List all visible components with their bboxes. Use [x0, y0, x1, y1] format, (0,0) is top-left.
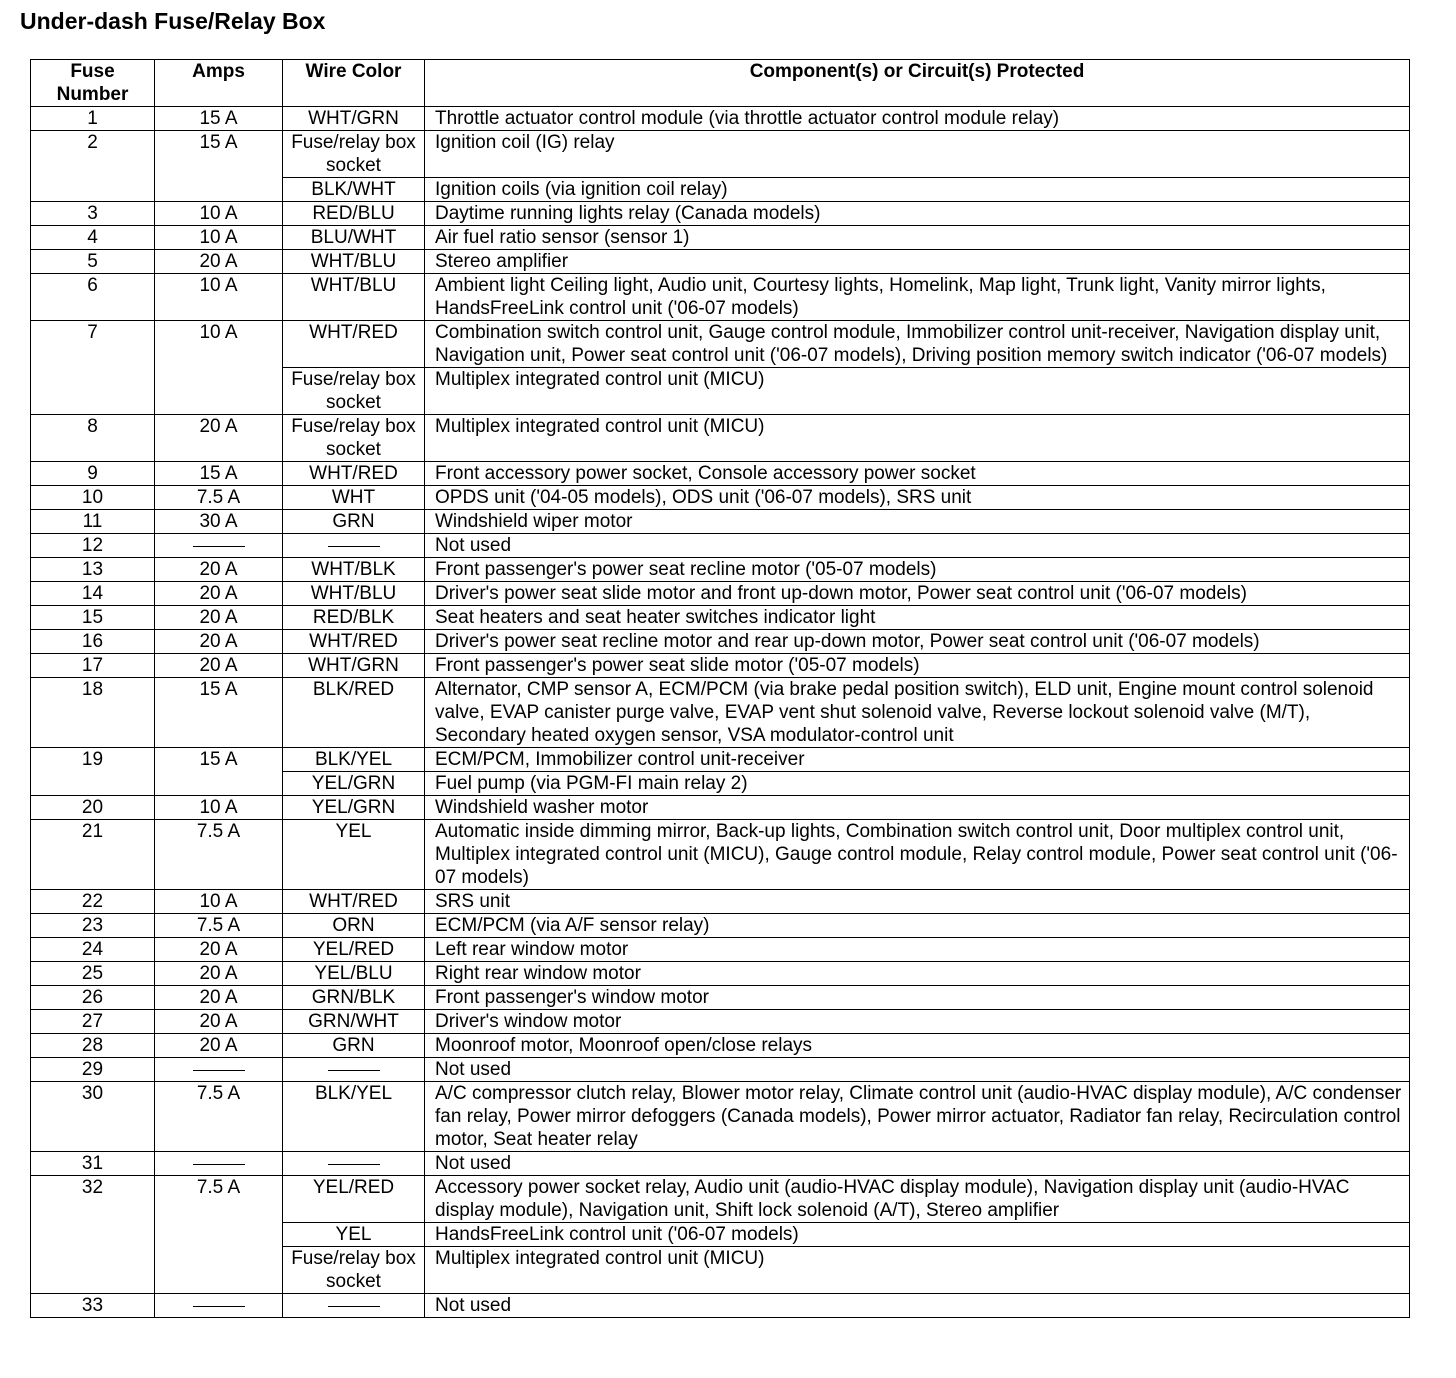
- fuse-number-cell: 6: [31, 274, 155, 321]
- amps-cell: 7.5 A: [155, 1082, 283, 1152]
- amps-cell: 20 A: [155, 558, 283, 582]
- wire-color-cell: [283, 534, 425, 558]
- fuse-number-cell: 8: [31, 415, 155, 462]
- component-cell: Front passenger's power seat slide motor ('05-07 models): [425, 654, 1410, 678]
- amps-cell: 10 A: [155, 274, 283, 321]
- amps-cell: 15 A: [155, 107, 283, 131]
- amps-cell: 15 A: [155, 748, 283, 796]
- fuse-table: [30, 59, 1410, 1318]
- fuse-number-cell: 10: [31, 486, 155, 510]
- fuse-number-cell: 12: [31, 534, 155, 558]
- wire-color-cell: GRN: [283, 1034, 425, 1058]
- wire-color-cell: WHT/BLU: [283, 582, 425, 606]
- component-cell: Automatic inside dimming mirror, Back-up lights, Combination switch control unit, Door multiplex control unit, Multiplex integrated control unit (MICU), Gauge control module, Relay control module, Power seat control unit ('06-07 models): [425, 820, 1410, 890]
- amps-cell: 20 A: [155, 938, 283, 962]
- table-row: [31, 654, 1410, 678]
- table-row: [31, 1082, 1410, 1152]
- component-cell: Moonroof motor, Moonroof open/close relays: [425, 1034, 1410, 1058]
- empty-dash: [328, 546, 380, 547]
- table-row: [31, 914, 1410, 938]
- table-row: [31, 796, 1410, 820]
- wire-color-cell: WHT/BLU: [283, 274, 425, 321]
- amps-cell: 7.5 A: [155, 820, 283, 890]
- table-row: [31, 321, 1410, 368]
- fuse-number-cell: 17: [31, 654, 155, 678]
- fuse-number-cell: 29: [31, 1058, 155, 1082]
- fuse-number-cell: 11: [31, 510, 155, 534]
- fuse-number-cell: 20: [31, 796, 155, 820]
- component-cell: Fuel pump (via PGM-FI main relay 2): [425, 772, 1410, 796]
- amps-cell: [155, 1058, 283, 1082]
- component-cell: Multiplex integrated control unit (MICU): [425, 415, 1410, 462]
- table-row: [31, 226, 1410, 250]
- fuse-number-cell: 15: [31, 606, 155, 630]
- empty-dash: [193, 1164, 245, 1165]
- component-cell: Air fuel ratio sensor (sensor 1): [425, 226, 1410, 250]
- table-row: [31, 962, 1410, 986]
- table-row: [31, 606, 1410, 630]
- amps-cell: 15 A: [155, 131, 283, 202]
- empty-dash: [193, 1306, 245, 1307]
- empty-dash: [193, 546, 245, 547]
- wire-color-cell: YEL/RED: [283, 938, 425, 962]
- fuse-number-cell: 26: [31, 986, 155, 1010]
- table-row: [31, 1152, 1410, 1176]
- table-row: [31, 250, 1410, 274]
- fuse-number-cell: 22: [31, 890, 155, 914]
- component-cell: Not used: [425, 1294, 1410, 1318]
- amps-cell: 7.5 A: [155, 914, 283, 938]
- wire-color-cell: YEL/RED: [283, 1176, 425, 1223]
- table-row: [31, 107, 1410, 131]
- wire-color-cell: WHT: [283, 486, 425, 510]
- wire-color-cell: WHT/RED: [283, 890, 425, 914]
- amps-cell: 20 A: [155, 415, 283, 462]
- component-cell: Throttle actuator control module (via throttle actuator control module relay): [425, 107, 1410, 131]
- amps-cell: 20 A: [155, 606, 283, 630]
- wire-color-cell: RED/BLU: [283, 202, 425, 226]
- fuse-number-cell: 19: [31, 748, 155, 796]
- wire-color-cell: YEL/GRN: [283, 796, 425, 820]
- amps-cell: 10 A: [155, 890, 283, 914]
- component-cell: Accessory power socket relay, Audio unit (audio-HVAC display module), Navigation display unit (audio-HVAC display module), Navigation unit, Shift lock solenoid (A/T), Stereo amplifier: [425, 1176, 1410, 1223]
- amps-cell: 10 A: [155, 226, 283, 250]
- component-cell: Ignition coil (IG) relay: [425, 131, 1410, 178]
- amps-cell: 20 A: [155, 654, 283, 678]
- component-cell: Windshield washer motor: [425, 796, 1410, 820]
- component-cell: Stereo amplifier: [425, 250, 1410, 274]
- wire-color-cell: YEL: [283, 820, 425, 890]
- amps-cell: 10 A: [155, 202, 283, 226]
- table-row: [31, 820, 1410, 890]
- component-cell: Multiplex integrated control unit (MICU): [425, 368, 1410, 415]
- fuse-number-cell: 9: [31, 462, 155, 486]
- fuse-number-cell: 28: [31, 1034, 155, 1058]
- fuse-number-cell: 23: [31, 914, 155, 938]
- table-row: [31, 1010, 1410, 1034]
- wire-color-cell: WHT/BLU: [283, 250, 425, 274]
- component-cell: HandsFreeLink control unit ('06-07 models): [425, 1223, 1410, 1247]
- table-row: [31, 1294, 1410, 1318]
- fuse-number-cell: 16: [31, 630, 155, 654]
- fuse-number-cell: 13: [31, 558, 155, 582]
- fuse-number-cell: 31: [31, 1152, 155, 1176]
- table-row: [31, 1176, 1410, 1223]
- component-cell: Multiplex integrated control unit (MICU): [425, 1247, 1410, 1294]
- amps-cell: 10 A: [155, 796, 283, 820]
- amps-cell: [155, 1294, 283, 1318]
- component-cell: Not used: [425, 534, 1410, 558]
- page-title: Under-dash Fuse/Relay Box: [20, 8, 326, 34]
- amps-cell: 20 A: [155, 630, 283, 654]
- table-row: [31, 938, 1410, 962]
- amps-cell: 15 A: [155, 678, 283, 748]
- table-row: [31, 274, 1410, 321]
- table-row: [31, 486, 1410, 510]
- fuse-number-cell: 5: [31, 250, 155, 274]
- fuse-number-cell: 7: [31, 321, 155, 415]
- fuse-number-cell: 18: [31, 678, 155, 748]
- table-row: [31, 678, 1410, 748]
- amps-cell: 15 A: [155, 462, 283, 486]
- wire-color-cell: ORN: [283, 914, 425, 938]
- component-cell: OPDS unit ('04-05 models), ODS unit ('06-07 models), SRS unit: [425, 486, 1410, 510]
- component-cell: Driver's power seat recline motor and rear up-down motor, Power seat control unit ('06-07 models): [425, 630, 1410, 654]
- wire-color-cell: YEL: [283, 1223, 425, 1247]
- amps-cell: 7.5 A: [155, 486, 283, 510]
- table-row: [31, 1034, 1410, 1058]
- component-cell: Windshield wiper motor: [425, 510, 1410, 534]
- wire-color-cell: GRN: [283, 510, 425, 534]
- component-cell: Front accessory power socket, Console accessory power socket: [425, 462, 1410, 486]
- table-row: [31, 462, 1410, 486]
- component-cell: Seat heaters and seat heater switches indicator light: [425, 606, 1410, 630]
- component-cell: A/C compressor clutch relay, Blower motor relay, Climate control unit (audio-HVAC display module), A/C condenser fan relay, Power mirror defoggers (Canada models), Power mirror actuator, Radiator fan relay, Recirculation control motor, Seat heater relay: [425, 1082, 1410, 1152]
- component-cell: Alternator, CMP sensor A, ECM/PCM (via brake pedal position switch), ELD unit, Engine mount control solenoid valve, EVAP canister purge valve, EVAP vent shut solenoid valve, Reverse lockout solenoid valve (M/T), Secondary heated oxygen sensor, VSA modulator-control unit: [425, 678, 1410, 748]
- component-cell: Front passenger's window motor: [425, 986, 1410, 1010]
- amps-cell: 20 A: [155, 250, 283, 274]
- table-row: [31, 415, 1410, 462]
- fuse-table-body: [31, 107, 1410, 1318]
- wire-color-cell: GRN/WHT: [283, 1010, 425, 1034]
- header-fuse-number: Fuse Number: [31, 60, 155, 107]
- empty-dash: [328, 1070, 380, 1071]
- wire-color-cell: WHT/RED: [283, 321, 425, 368]
- wire-color-cell: BLK/RED: [283, 678, 425, 748]
- component-cell: Not used: [425, 1058, 1410, 1082]
- wire-color-cell: GRN/BLK: [283, 986, 425, 1010]
- wire-color-cell: BLK/YEL: [283, 1082, 425, 1152]
- wire-color-cell: Fuse/relay box socket: [283, 1247, 425, 1294]
- component-cell: Combination switch control unit, Gauge control module, Immobilizer control unit-receiver, Navigation display unit, Navigation unit, Power seat control unit ('06-07 models), Driving position memory switch indicator ('06-07 models): [425, 321, 1410, 368]
- table-row: [31, 131, 1410, 178]
- header-component: Component(s) or Circuit(s) Protected: [425, 60, 1410, 107]
- amps-cell: 7.5 A: [155, 1176, 283, 1294]
- table-row: [31, 1058, 1410, 1082]
- amps-cell: 20 A: [155, 962, 283, 986]
- wire-color-cell: YEL/BLU: [283, 962, 425, 986]
- component-cell: Ambient light Ceiling light, Audio unit, Courtesy lights, Homelink, Map light, Trunk light, Vanity mirror lights, HandsFreeLink control unit ('06-07 models): [425, 274, 1410, 321]
- table-row: [31, 582, 1410, 606]
- empty-dash: [328, 1306, 380, 1307]
- amps-cell: 20 A: [155, 582, 283, 606]
- component-cell: SRS unit: [425, 890, 1410, 914]
- table-row: [31, 890, 1410, 914]
- component-cell: ECM/PCM, Immobilizer control unit-receiver: [425, 748, 1410, 772]
- fuse-number-cell: 21: [31, 820, 155, 890]
- wire-color-cell: RED/BLK: [283, 606, 425, 630]
- wire-color-cell: BLK/YEL: [283, 748, 425, 772]
- wire-color-cell: WHT/GRN: [283, 107, 425, 131]
- table-row: [31, 534, 1410, 558]
- amps-cell: 20 A: [155, 1034, 283, 1058]
- component-cell: Right rear window motor: [425, 962, 1410, 986]
- component-cell: Front passenger's power seat recline motor ('05-07 models): [425, 558, 1410, 582]
- table-row: [31, 558, 1410, 582]
- wire-color-cell: Fuse/relay box socket: [283, 131, 425, 178]
- fuse-number-cell: 24: [31, 938, 155, 962]
- component-cell: Driver's window motor: [425, 1010, 1410, 1034]
- fuse-number-cell: 14: [31, 582, 155, 606]
- table-row: [31, 630, 1410, 654]
- empty-dash: [193, 1070, 245, 1071]
- amps-cell: [155, 1152, 283, 1176]
- component-cell: Not used: [425, 1152, 1410, 1176]
- fuse-number-cell: 33: [31, 1294, 155, 1318]
- wire-color-cell: [283, 1152, 425, 1176]
- table-row: [31, 510, 1410, 534]
- header-amps: Amps: [155, 60, 283, 107]
- fuse-number-cell: 32: [31, 1176, 155, 1294]
- amps-cell: 30 A: [155, 510, 283, 534]
- wire-color-cell: WHT/BLK: [283, 558, 425, 582]
- amps-cell: 20 A: [155, 1010, 283, 1034]
- amps-cell: 10 A: [155, 321, 283, 415]
- component-cell: Left rear window motor: [425, 938, 1410, 962]
- header-wire-color: Wire Color: [283, 60, 425, 107]
- amps-cell: 20 A: [155, 986, 283, 1010]
- table-header-row: [31, 60, 1410, 107]
- table-row: [31, 748, 1410, 772]
- wire-color-cell: Fuse/relay box socket: [283, 415, 425, 462]
- wire-color-cell: BLK/WHT: [283, 178, 425, 202]
- wire-color-cell: [283, 1058, 425, 1082]
- component-cell: Daytime running lights relay (Canada models): [425, 202, 1410, 226]
- component-cell: Ignition coils (via ignition coil relay): [425, 178, 1410, 202]
- empty-dash: [328, 1164, 380, 1165]
- table-row: [31, 202, 1410, 226]
- fuse-number-cell: 30: [31, 1082, 155, 1152]
- component-cell: ECM/PCM (via A/F sensor relay): [425, 914, 1410, 938]
- fuse-number-cell: 1: [31, 107, 155, 131]
- wire-color-cell: WHT/RED: [283, 462, 425, 486]
- wire-color-cell: WHT/GRN: [283, 654, 425, 678]
- wire-color-cell: WHT/RED: [283, 630, 425, 654]
- table-row: [31, 986, 1410, 1010]
- fuse-number-cell: 3: [31, 202, 155, 226]
- wire-color-cell: YEL/GRN: [283, 772, 425, 796]
- component-cell: Driver's power seat slide motor and front up-down motor, Power seat control unit ('06-07 models): [425, 582, 1410, 606]
- amps-cell: [155, 534, 283, 558]
- wire-color-cell: BLU/WHT: [283, 226, 425, 250]
- wire-color-cell: [283, 1294, 425, 1318]
- fuse-number-cell: 4: [31, 226, 155, 250]
- fuse-number-cell: 27: [31, 1010, 155, 1034]
- fuse-number-cell: 25: [31, 962, 155, 986]
- fuse-number-cell: 2: [31, 131, 155, 202]
- wire-color-cell: Fuse/relay box socket: [283, 368, 425, 415]
